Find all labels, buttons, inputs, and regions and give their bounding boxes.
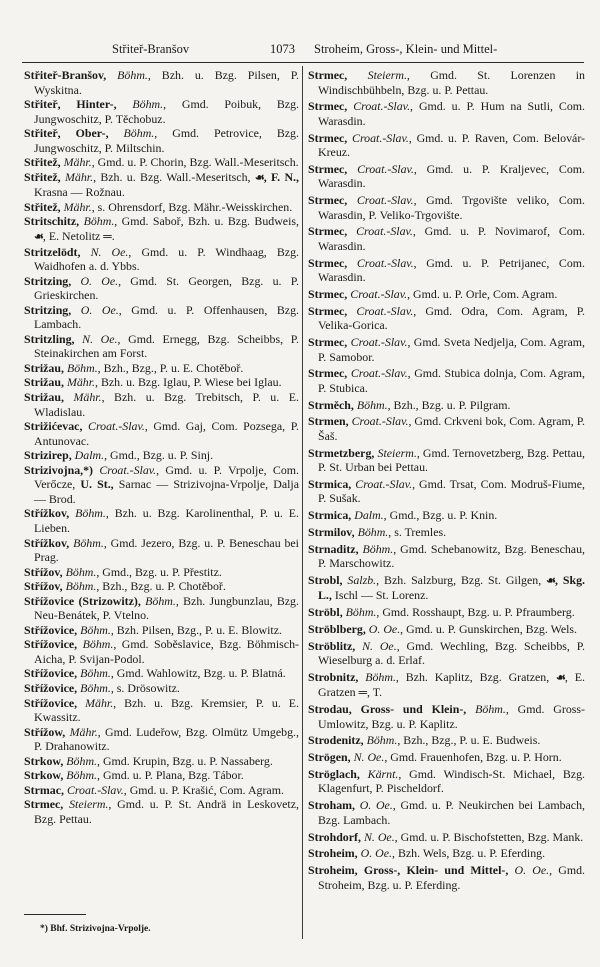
entry-region: Böhm. xyxy=(365,669,396,684)
entry-region: O. Oe. xyxy=(368,621,401,636)
entry-details: , Gmd. u. P. Gunskirchen, Bzg. Wels. xyxy=(400,621,578,636)
entry-headword: Strnaditz, xyxy=(308,541,359,556)
gazetteer-entry xyxy=(24,536,299,565)
entry-region: Croat.-Slav. xyxy=(350,366,408,381)
entry-headword: Střitež, xyxy=(24,155,61,170)
entry-headword: Strmac, xyxy=(24,782,64,797)
entry-region: Steierm. xyxy=(69,797,109,812)
entry-details: , Gmd. u. P. Vrpolje, Com. Verőcze, xyxy=(34,462,299,492)
gazetteer-entry xyxy=(308,414,585,443)
gazetteer-entry xyxy=(308,162,585,191)
post-office-symbol-icon: ☙ xyxy=(556,671,565,684)
entry-headword: Střížkov, xyxy=(24,506,70,521)
entry-region: O. Oe. xyxy=(360,846,393,861)
entry-region: Mähr. xyxy=(66,375,96,390)
gazetteer-entry xyxy=(308,542,585,571)
entry-details: , Gmd. Trsat, Com. Modruš-Fiume, P. Sušak. xyxy=(318,476,585,506)
entry-headword: Stritzing, xyxy=(24,302,72,317)
entry-region: Mähr. xyxy=(69,724,98,739)
entry-details: , Gmd. u. P. Hum na Sutli, Com. Warasdin. xyxy=(318,99,585,128)
entry-headword: Strižau, xyxy=(24,360,64,375)
entry-headword: Strmec, xyxy=(308,366,348,381)
gazetteer-entry xyxy=(24,754,299,769)
entry-details: , Gmd. Krupin, Bzg. u. P. Nassaberg. xyxy=(97,753,273,768)
gazetteer-entry xyxy=(24,214,299,244)
entry-region: Croat.-Slav. xyxy=(353,99,411,114)
entry-details: , Gmd. Ludeřow, Bzg. Olmütz Umgebg., P. Drahanowitz. xyxy=(34,724,299,754)
entry-headword: Strodenitz, xyxy=(308,733,364,748)
entry-region: Böhm. xyxy=(475,702,506,717)
gazetteer-entry xyxy=(24,797,299,826)
gazetteer-entry xyxy=(308,733,585,748)
entry-headword: Střížov, xyxy=(24,579,63,594)
entry-region: Böhm. xyxy=(117,68,148,82)
entry-headword: Strodau, Gross- und Klein-, xyxy=(308,702,467,717)
entry-region: Mähr. xyxy=(63,155,92,170)
entry-details: , Bzh. Jungbunzlau, Bzg. Neu-Benátek, P. Vtelno. xyxy=(34,593,299,623)
entry-headword: Ströbl, xyxy=(308,605,343,620)
entry-headword: Stritzing, xyxy=(24,273,72,288)
entry-details: , Gmd. Wahlowitz, Bzg. u. P. Blatná. xyxy=(110,666,286,681)
entry-details: , Gmd., Bzg. u. P. Přestitz. xyxy=(96,564,222,579)
gazetteer-entry xyxy=(308,68,585,97)
gazetteer-entry xyxy=(24,768,299,783)
gazetteer-entry xyxy=(308,287,585,302)
entry-details: , Gmd. Wechling, Bzg. Scheibbs, P. Wieselburg a. d. Erlaf. xyxy=(318,638,585,668)
entry-details: , Gmd. Sveta Nedjelja, Com. Agram, P. Samobor. xyxy=(318,334,585,364)
entry-details: , Bzh. Salzburg, Bzg. St. Gilgen, xyxy=(376,572,542,587)
entry-headword: Stroham, xyxy=(308,798,356,813)
gazetteer-entry xyxy=(24,506,299,535)
entry-region: Croat.-Slav. xyxy=(356,193,414,208)
gazetteer-entry xyxy=(308,639,585,668)
entry-details: , Gmd. Crkveni bok, Com. Agram, P. Šaš. xyxy=(318,414,585,443)
gazetteer-entry xyxy=(24,579,299,594)
entry-region: Mähr. xyxy=(64,169,94,184)
entry-details: , s. Tremles. xyxy=(388,524,447,539)
entry-region: Croat.-Slav. xyxy=(66,782,124,797)
entry-region: Dalm. xyxy=(354,508,384,523)
entry-details: , Gmd. Frauenhofen, Bzg. u. P. Horn. xyxy=(384,750,562,765)
entry-headword: Strmilov, xyxy=(308,524,355,539)
entry-region: Böhm. xyxy=(132,97,164,112)
gazetteer-entry xyxy=(308,335,585,364)
entry-region: Böhm. xyxy=(75,506,106,521)
entry-bold-note: , F. N., xyxy=(263,169,299,184)
entry-headword: Stritschitz, xyxy=(24,214,80,229)
entry-headword: Střížkov, xyxy=(24,535,70,550)
post-office-symbol-icon: ☙ xyxy=(254,171,264,184)
entry-region: N. Oe. xyxy=(90,244,129,259)
entry-details: , Bzh. Wels, Bzg. u. P. Eferding. xyxy=(392,846,546,861)
entry-region: Böhm. xyxy=(345,605,377,620)
gazetteer-entry xyxy=(308,193,585,222)
entry-headword: Stroheim, xyxy=(308,846,358,861)
entry-details: , Bzh. u. Bzg. Wall.-Meseritsch, xyxy=(93,169,251,184)
entry-bold-note: U. St., xyxy=(75,477,114,492)
entry-headword: Strobnitz, xyxy=(308,669,359,684)
entry-details: , Gmd. Odra, Com. Agram, P. Velika-Gorica. xyxy=(318,303,585,333)
entry-headword: Střitež, xyxy=(24,199,61,214)
entry-details: , Gmd. u. P. Neukirchen bei Lambach, Bzg. Lambach. xyxy=(318,798,585,827)
entry-headword: Stritzelödt, xyxy=(24,244,81,259)
entry-headword: Stritzling, xyxy=(24,331,75,346)
entry-details: , Bzh. Pilsen, Bzg., P. u. E. Blowitz. xyxy=(110,622,282,637)
entry-tail: , E. Gratzen ═, T. xyxy=(318,669,585,700)
entry-region: Böhm. xyxy=(357,524,389,539)
entry-region: Croat.-Slav. xyxy=(355,476,413,491)
post-office-symbol-icon: ☙ xyxy=(34,231,43,244)
entry-region: Croat.-Slav. xyxy=(356,224,413,239)
entry-region: Böhm. xyxy=(145,593,176,608)
entry-details: , Gmd. u. P. Novimarof, Com. Warasdin. xyxy=(318,224,585,253)
gazetteer-entry xyxy=(24,565,299,580)
gazetteer-entry xyxy=(308,131,585,160)
entry-details: , Gmd., Bzg. u. P. Knin. xyxy=(383,508,498,523)
entry-region: Böhm. xyxy=(65,564,97,579)
page-number: 1073 xyxy=(270,42,295,56)
gazetteer-entry xyxy=(24,170,299,200)
entry-details: , Gmd. u. P. Plana, Bzg. Tábor. xyxy=(97,768,244,783)
gazetteer-entry xyxy=(308,702,585,731)
entry-region: N. Oe. xyxy=(82,331,118,346)
entry-headword: Střížovice, xyxy=(24,695,78,710)
entry-headword: Střížovice, xyxy=(24,666,78,681)
entry-headword: Strmetzberg, xyxy=(308,445,375,460)
entry-details: , Gmd. u. P. Offenhausen, Bzg. Lambach. xyxy=(34,302,299,332)
entry-headword: Strizirep, xyxy=(24,448,72,463)
gazetteer-entry xyxy=(308,846,585,861)
entry-details: , Bzh. Kaplitz, Bzg. Gratzen, xyxy=(395,669,550,684)
gazetteer-entry xyxy=(24,448,299,463)
entry-tail: Krasna — Rožnau. xyxy=(34,185,125,200)
entry-region: Croat.-Slav. xyxy=(356,303,414,318)
entry-details: , Bzh. u. Bzg. Kremsier, P. u. E. Kwassitz. xyxy=(34,695,299,725)
gazetteer-entry xyxy=(308,508,585,523)
gazetteer-entry xyxy=(308,477,585,506)
gazetteer-entry xyxy=(24,361,299,376)
entry-region: Böhm. xyxy=(82,637,114,652)
entry-details: , Bzh., Bzg. u. P. Pilgram. xyxy=(387,397,511,412)
gazetteer-entry xyxy=(24,594,299,623)
entry-details: , Gmd. u. P. Bischofstetten, Bzg. Mank. xyxy=(394,829,584,844)
entry-headword: Střížovice, xyxy=(24,637,78,652)
header-rule xyxy=(22,62,584,63)
entry-region: Böhm. xyxy=(66,768,98,783)
entry-region: Croat.-Slav. xyxy=(88,419,145,434)
gazetteer-entry xyxy=(24,332,299,361)
gazetteer-entry xyxy=(308,525,585,540)
entry-details: , Gmd. Ernegg, Bzg. Scheibbs, P. Steinakirchen am Forst. xyxy=(34,331,299,361)
entry-details: , Bzh. u. Bzg. Pilsen, P. Wyskitna. xyxy=(34,68,299,97)
entry-details: , Gmd. Stroheim, Bzg. u. P. Eferding. xyxy=(318,862,585,892)
entry-region: Steierm. xyxy=(367,68,407,82)
left-column xyxy=(24,68,299,826)
gazetteer-entry xyxy=(24,681,299,696)
entry-headword: Strmec, xyxy=(308,99,348,114)
gazetteer-entry xyxy=(24,245,299,274)
entry-region: Mähr. xyxy=(85,695,114,710)
header-first-entry: Střiteř-Branšov xyxy=(112,42,190,56)
footnote-rule xyxy=(24,914,86,915)
header-last-entry: Stroheim, Gross-, Klein- und Mittel- xyxy=(314,42,498,56)
gazetteer-entry xyxy=(308,830,585,845)
entry-headword: Strmec, xyxy=(24,797,64,812)
entry-region: Croat.-Slav. xyxy=(357,161,414,176)
entry-headword: Strmec, xyxy=(308,334,348,349)
entry-tail: Sarnac — Strizivojna-Vrpolje, Dalja — Brod. xyxy=(34,477,299,506)
entry-region: Croat.-Slav. xyxy=(356,255,414,270)
entry-tail: , E. Netolitz ═. xyxy=(42,229,115,244)
entry-headword: Stroheim, Gross-, Klein- und Mittel-, xyxy=(308,862,509,877)
entry-region: Böhm. xyxy=(65,579,97,594)
entry-region: Croat.-Slav. xyxy=(351,414,409,429)
entry-details: , Gmd. Gross-Umlowitz, Bzg. u. P. Kaplitz. xyxy=(318,702,585,731)
entry-region: N. Oe. xyxy=(363,829,395,844)
entry-headword: Strmen, xyxy=(308,414,349,429)
entry-region: Böhm. xyxy=(362,541,394,556)
entry-bold-note: , Skg. L., xyxy=(318,572,586,603)
entry-region: O. Oe. xyxy=(80,273,119,288)
entry-headword: Strměch, xyxy=(308,397,354,412)
entry-region: Salzb. xyxy=(347,572,377,587)
entry-details: , s. Drösowitz. xyxy=(110,680,180,695)
gazetteer-entry xyxy=(308,573,585,603)
gazetteer-entry xyxy=(24,623,299,638)
entry-headword: Strmica, xyxy=(308,476,352,491)
gazetteer-entry xyxy=(24,463,299,507)
entry-headword: Střížovice, xyxy=(24,680,78,695)
entry-headword: Střiteř, Ober-, xyxy=(24,126,109,141)
entry-headword: Strobl, xyxy=(308,572,343,587)
gazetteer-entry xyxy=(308,750,585,765)
entry-headword: Strkow, xyxy=(24,768,64,783)
entry-region: O. Oe. xyxy=(514,862,550,877)
gazetteer-entry xyxy=(24,783,299,798)
post-office-symbol-icon: ☙ xyxy=(546,574,555,587)
entry-region: Böhm. xyxy=(366,733,398,748)
entry-details: , Gmd. u. P. Windhaag, Bzg. Waidhofen a. d. Ybbs. xyxy=(34,244,299,274)
entry-details: , Gmd. Saboř, Bzh. u. Bzg. Budweis, xyxy=(114,214,299,229)
entry-headword: Strohdorf, xyxy=(308,829,361,844)
entry-region: Steierm. xyxy=(377,445,417,460)
entry-details: , Gmd., Bzg. u. P. Sinj. xyxy=(104,448,214,463)
entry-details: , Bzh., Bzg., P. u. E. Budweis. xyxy=(397,733,541,748)
gazetteer-entry xyxy=(24,200,299,215)
entry-headword: Strmec, xyxy=(308,286,348,301)
entry-headword: Strmec, xyxy=(308,161,348,176)
gazetteer-entry xyxy=(24,68,299,97)
entry-headword: Strmica, xyxy=(308,508,352,523)
entry-details: , Gmd. u. P. Kraljevec, Com. Warasdin. xyxy=(318,161,585,191)
gazetteer-entry xyxy=(308,366,585,395)
entry-headword: Strmec, xyxy=(308,193,348,208)
entry-headword: Střitež, xyxy=(24,169,61,184)
entry-details: , Gmd. St. Georgen, Bzg. u. P. Grieskirchen. xyxy=(34,273,299,303)
entry-details: , Bzh. u. Bzg. Trebitsch, P. u. E. Wladislau. xyxy=(34,390,299,419)
running-header xyxy=(20,42,585,62)
entry-details: , Gmd. Ternovetzberg, Bzg. Pettau, P. St. Urban bei Pettau. xyxy=(318,445,585,475)
entry-headword: Strkow, xyxy=(24,753,64,768)
entry-region: Croat.-Slav. xyxy=(350,286,408,301)
gazetteer-entry xyxy=(24,155,299,170)
gazetteer-entry xyxy=(24,419,299,448)
entry-details: , Gmd. Poibuk, Bzg. Jungwoschitz, P. Těchobuz. xyxy=(34,97,299,126)
entry-details: , Gmd. Gaj, Com. Pozsega, P. Antunovac. xyxy=(34,419,299,448)
entry-region: Böhm. xyxy=(356,397,388,412)
entry-headword: Střížow, xyxy=(24,724,66,739)
entry-details: , Bzh., Bzg., P. u. E. Chotěboř. xyxy=(97,360,244,375)
gazetteer-entry xyxy=(308,398,585,413)
entry-headword: Střížov, xyxy=(24,564,63,579)
entry-details: , Gmd. St. Lorenzen in Windischbühbeln, Bzg. u. P. Pettau. xyxy=(318,68,585,97)
entry-details: , Gmd. Rosshaupt, Bzg. u. P. Pfraumberg. xyxy=(376,605,575,620)
entry-region: Böhm. xyxy=(80,622,111,637)
entry-details: , Gmd. u. P. Petrijanec, Com. Warasdin. xyxy=(318,255,585,285)
entry-details: , Gmd. Trgovište veliko, Com. Warasdin, P. Veliko-Trgovište. xyxy=(318,193,585,222)
entry-details: , Gmd. Windisch-St. Michael, Bzg. Klagenfurt, P. Pischeldorf. xyxy=(318,766,585,796)
gazetteer-entry xyxy=(24,375,299,390)
gazetteer-entry xyxy=(308,446,585,475)
entry-region: Croat.-Slav. xyxy=(352,130,409,145)
entry-headword: Střiteř-Branšov, xyxy=(24,68,107,82)
gazetteer-entry xyxy=(24,696,299,725)
gazetteer-entry xyxy=(308,863,585,892)
gazetteer-entry xyxy=(308,304,585,333)
entry-headword: Strmec, xyxy=(308,130,348,145)
entry-region: N. Oe. xyxy=(353,750,385,765)
entry-headword: Ströglach, xyxy=(308,766,360,781)
entry-region: Mähr. xyxy=(63,199,92,214)
entry-region: Mähr. xyxy=(73,390,102,405)
gazetteer-entry xyxy=(308,767,585,796)
entry-headword: Strmec, xyxy=(308,224,348,239)
gazetteer-entry xyxy=(24,637,299,666)
gazetteer-entry xyxy=(24,303,299,332)
entry-tail: Ischl — St. Lorenz. xyxy=(331,588,429,603)
entry-details: , Gmd. u. P. Raven, Com. Belovár-Kreuz. xyxy=(318,130,585,160)
entry-details: , Bzh. u. Bzg. Karolinenthal, P. u. E. Lieben. xyxy=(34,506,299,535)
gazetteer-entry xyxy=(308,670,585,700)
gazetteer-entry xyxy=(308,99,585,128)
entry-headword: Strizivojna,*) xyxy=(24,462,94,477)
entry-details: , Gmd. Petrovice, Bzg. Jungwoschitz, P. Miltschin. xyxy=(34,126,299,155)
entry-region: N. Oe. xyxy=(362,638,397,653)
entry-details: , s. Ohrensdorf, Bzg. Mähr.-Weisskirchen. xyxy=(91,199,293,214)
entry-details: , Gmd. u. P. St. Andrä in Leskovetz, Bzg. Pettau. xyxy=(34,797,299,826)
column-divider xyxy=(302,66,303,939)
entry-region: Böhm. xyxy=(80,666,111,681)
entry-details: , Bzh. u. Bzg. Iglau, P. Wiese bei Iglau. xyxy=(95,375,282,390)
gazetteer-entry xyxy=(24,274,299,303)
entry-region: Croat.-Slav. xyxy=(99,462,157,477)
entry-headword: Střížovice, xyxy=(24,622,78,637)
entry-headword: Ströblitz, xyxy=(308,638,356,653)
gazetteer-entry xyxy=(308,798,585,827)
entry-region: Dalm. xyxy=(74,448,105,463)
entry-headword: Strmec, xyxy=(308,303,348,318)
right-column xyxy=(308,68,585,892)
entry-region: O. Oe. xyxy=(359,798,393,813)
entry-region: Böhm. xyxy=(66,360,98,375)
gazetteer-entry xyxy=(308,224,585,253)
gazetteer-entry xyxy=(24,725,299,754)
entry-region: O. Oe. xyxy=(80,302,119,317)
entry-region: Böhm. xyxy=(73,535,104,550)
entry-headword: Ströblberg, xyxy=(308,621,366,636)
entry-headword: Střížovice (Strizowitz), xyxy=(24,593,141,608)
entry-region: Böhm. xyxy=(123,126,155,141)
entry-region: Croat.-Slav. xyxy=(350,334,408,349)
entry-region: Kärnt. xyxy=(367,766,399,781)
entry-details: , Gmd. u. P. Orle, Com. Agram. xyxy=(407,286,558,301)
gazetteer-entry xyxy=(24,390,299,419)
entry-headword: Strižićevac, xyxy=(24,419,83,434)
entry-details: , Gmd. u. P. Chorin, Bzg. Wall.-Meseritsch. xyxy=(91,155,299,170)
entry-details: , Gmd. Schebanowitz, Bzg. Beneschau, P. Marschowitz. xyxy=(318,541,585,571)
entry-headword: Strižau, xyxy=(24,375,64,390)
entry-headword: Strižau, xyxy=(24,390,64,405)
entry-headword: Strmec, xyxy=(308,255,348,270)
gazetteer-entry xyxy=(24,666,299,681)
entry-details: , Gmd. Stubica dolnja, Com. Agram, P. Stubica. xyxy=(318,366,585,395)
entry-details: , Gmd. Jezero, Bzg. u. P. Beneschau bei Prag. xyxy=(34,535,299,565)
entry-details: , Gmd. Soběslavice, Bzg. Böhmisch-Aicha, P. Svijan-Podol. xyxy=(34,637,299,666)
entry-details: , Gmd. u. P. Krašić, Com. Agram. xyxy=(123,782,284,797)
footnote: *) Bhf. Strizivojna-Vrpolje. xyxy=(40,924,151,934)
entry-headword: Strmec, xyxy=(308,68,348,82)
gazetteer-entry xyxy=(308,605,585,620)
entry-headword: Střiteř, Hinter-, xyxy=(24,97,117,112)
gazetteer-entry xyxy=(24,97,299,126)
entry-region: Böhm. xyxy=(80,680,111,695)
gazetteer-entry xyxy=(308,622,585,637)
entry-region: Böhm. xyxy=(83,214,115,229)
gazetteer-entry xyxy=(24,126,299,155)
gazetteer-entry xyxy=(308,256,585,285)
entry-headword: Strögen, xyxy=(308,750,351,765)
entry-region: Böhm. xyxy=(66,753,98,768)
entry-details: , Bzh., Bzg. u. P. Chotěboř. xyxy=(96,579,226,594)
